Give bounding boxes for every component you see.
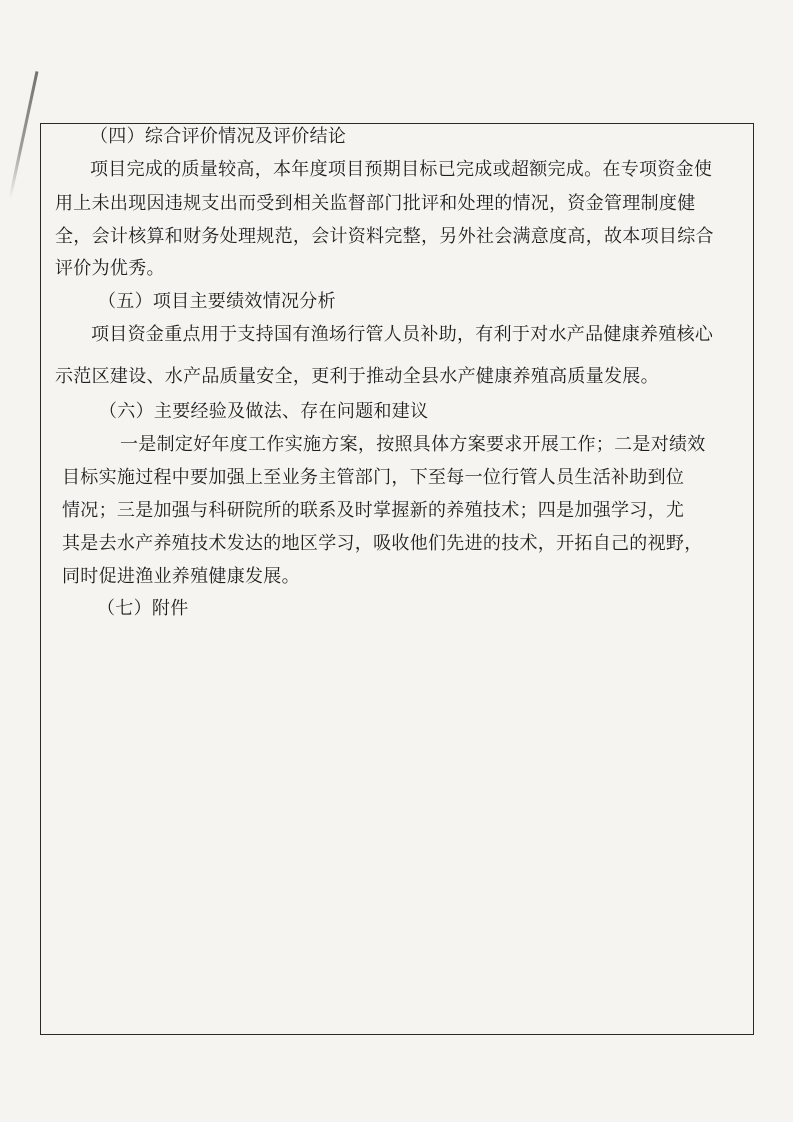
section-6-line: 一是制定好年度工作实施方案，按照具体方案要求开展工作；二是对绩效	[120, 434, 706, 455]
section-6-line: 情况；三是加强与科研院所的联系及时掌握新的养殖技术；四是加强学习，尤	[62, 500, 685, 521]
section-5-heading: （五）项目主要绩效情况分析	[98, 291, 336, 312]
section-7-heading: （七）附件	[97, 598, 189, 619]
section-4-line: 全，会计核算和财务处理规范，会计资料完整，另外社会满意度高，故本项目综合	[55, 226, 714, 247]
section-6-line: 同时促进渔业养殖健康发展。	[62, 566, 300, 587]
scan-edge-mark	[9, 71, 39, 199]
section-4-line: 用上未出现因违规支出而受到相关监督部门批评和处理的情况，资金管理制度健	[55, 193, 696, 214]
section-4-line: 评价为优秀。	[55, 258, 165, 279]
section-6-line: 其是去水产养殖技术发达的地区学习，吸收他们先进的技术，开拓自己的视野，	[62, 533, 703, 554]
section-5-line: 示范区建设、水产品质量安全，更利于推动全县水产健康养殖高质量发展。	[55, 366, 659, 387]
section-4-line: 项目完成的质量较高，本年度项目预期目标已完成或超额完成。在专项资金使	[90, 159, 713, 180]
section-6-heading: （六）主要经验及做法、存在问题和建议	[99, 401, 429, 422]
section-6-line: 目标实施过程中要加强上至业务主管部门，下至每一位行管人员生活补助到位	[62, 467, 685, 488]
section-4-heading: （四）综合评价情况及评价结论	[90, 126, 347, 147]
section-5-line: 项目资金重点用于支持国有渔场行管人员补助，有利于对水产品健康养殖核心	[91, 324, 714, 345]
